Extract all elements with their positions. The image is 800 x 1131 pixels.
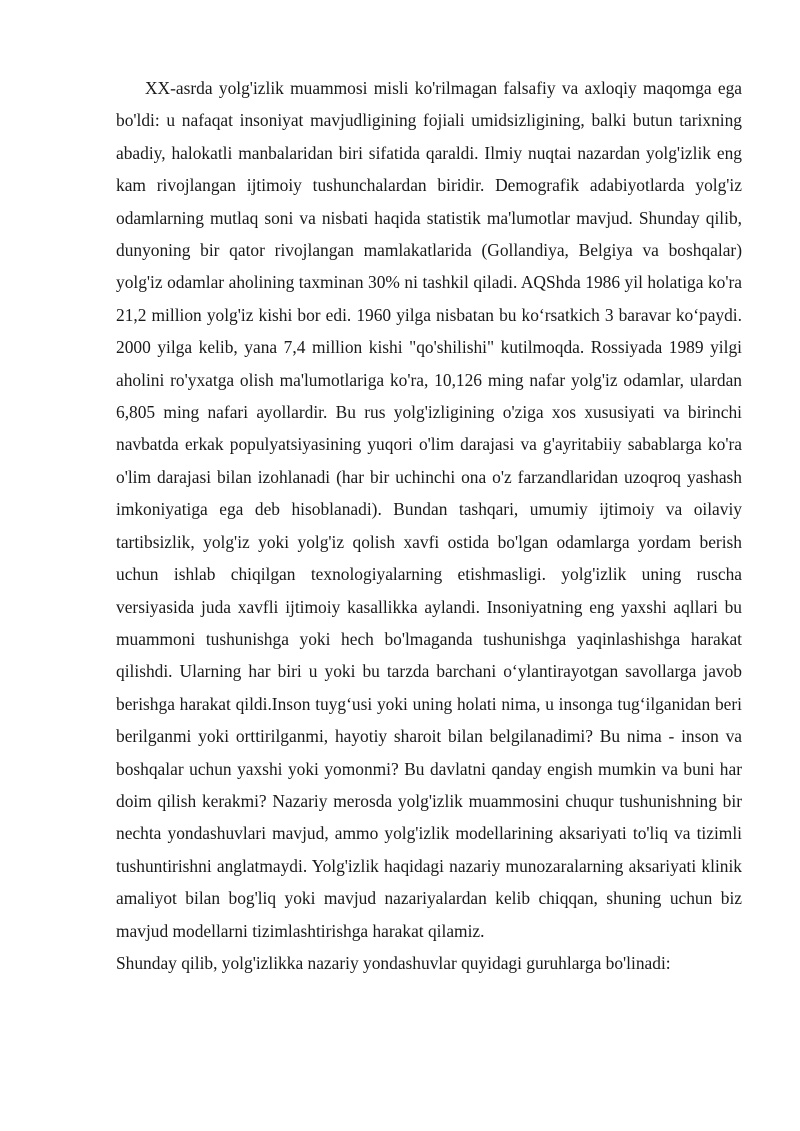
main-paragraph: XX-asrda yolg'izlik muammosi misli ko'rilmagan falsafiy va axloqiy maqomga ega bo'ldi: u nafaqat insoniyat mavjudligining fojiali umidsizligining, balki butun tarixning abadiy, halokatli manbalaridan biri sifatida qaraldi. Ilmiy nuqtai nazardan yolg'izlik eng kam rivojlangan ijtimoiy tushunchalardan biridir. Demografik adabiyotlarda yolg'iz odamlarning mutlaq soni va nisbati haqida statistik ma'lumotlar mavjud. Shunday qilib, dunyoning bir qator rivojlangan mamlakatlarida (Gollandiya, Belgiya va boshqalar) yolg'iz odamlar aholining taxminan 30% ni tashkil qiladi. AQShda 1986 yil holatiga ko'ra 21,2 million yolg'iz kishi bor edi. 1960 yilga nisbatan bu ko‘rsatkich 3 baravar ko‘paydi. 2000 yilga kelib, yana 7,4 million kishi "qo'shilishi" kutilmoqda. Rossiyada 1989 yilgi aholini ro'yxatga olish ma'lumotlariga ko'ra, 10,126 ming nafar yolg'iz odamlar, ulardan 6,805 ming nafari ayollardir. Bu rus yolg'izligining o'ziga xos xususiyati va birinchi navbatda erkak populyatsiyasining yuqori o'lim darajasi va g'ayritabiiy sabablarga ko'ra o'lim darajasi bilan izohlanadi (har bir uchinchi ona o'z farzandlaridan uzoqroq yashash imkoniyatiga ega deb hisoblanadi). Bundan tashqari, umumiy ijtimoiy va oilaviy tartibsizlik, yolg'iz yoki yolg'iz qolish xavfi ostida bo'lgan odamlarga yordam berish uchun ishlab chiqilgan texnologiyalarning etishmasligi. yolg'izlik uning ruscha versiyasida juda xavfli ijtimoiy kasallikka aylandi. Insoniyatning eng yaxshi aqllari bu muammoni tushunishga yoki hech bo'lmaganda tushunishga yaqinlashishga harakat qilishdi. Ularning har biri u yoki bu tarzda barchani o‘ylantirayotgan savollarga javob berishga harakat qildi.Inson tuyg‘usi yoki uning holati nima, u insonga tug‘ilganidan beri berilganmi yoki orttirilganmi, hayotiy sharoit bilan belgilanadimi? Bu nima - inson va boshqalar uchun yaxshi yoki yomonmi? Bu davlatni qanday engish mumkin va buni har doim qilish kerakmi? Nazariy merosda yolg'izlik muammosini chuqur tushunishning bir nechta yondashuvlari mavjud, ammo yolg'izlik modellarining aksariyati to'liq va tizimli tushuntirishni anglatmaydi. Yolg'izlik haqidagi nazariy munozaralarning aksariyati klinik amaliyot bilan bog'liq yoki mavjud nazariyalardan kelib chiqqan, shuning uchun biz mavjud modellarni tizimlashtirishga harakat qilamiz.: [116, 78, 742, 941]
document-body: [116, 72, 742, 979]
closing-paragraph: Shunday qilib, yolg'izlikka nazariy yondashuvlar quyidagi guruhlarga bo'linadi:: [116, 952, 671, 973]
